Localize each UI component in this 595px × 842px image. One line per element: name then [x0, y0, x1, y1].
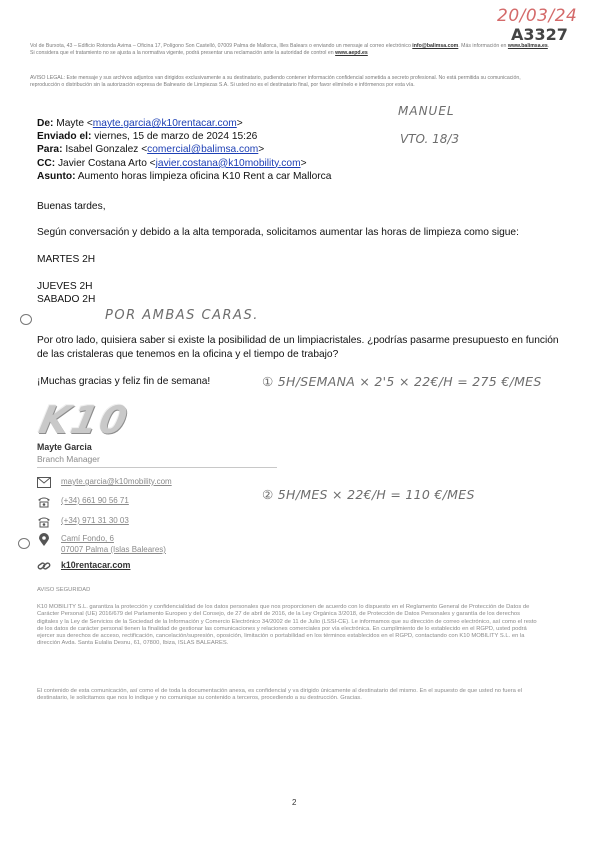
- header-cc: [37, 157, 397, 170]
- page-number: 2: [292, 798, 297, 807]
- sig-address: [61, 533, 166, 555]
- sent-value: viernes, 15 de marzo de 2024 15:26: [94, 131, 258, 143]
- header-to: [37, 143, 397, 156]
- sig-email-row: [37, 477, 172, 489]
- sig-address-line2[interactable]: 07007 Palma (Islas Baleares): [61, 545, 166, 554]
- email-header: [37, 117, 397, 183]
- hand-circle-mark-2: [18, 538, 30, 549]
- notice-text-2: . Más información en: [458, 43, 507, 49]
- to-close: >: [258, 144, 265, 156]
- cc-close: >: [300, 157, 307, 169]
- map-pin-icon: [37, 533, 51, 545]
- cc-label: CC:: [37, 157, 56, 169]
- sent-label: Enviado el:: [37, 131, 92, 143]
- envelope-icon: [37, 477, 51, 489]
- from-close: >: [236, 118, 243, 129]
- subject-value: Aumento horas limpieza oficina K10 Rent a car Mallorca: [77, 170, 332, 182]
- paragraph-request: Según conversación y debido a la alta temporada, solicitamos aumentar las horas de limpieza como sigue:: [37, 227, 519, 238]
- handwritten-code: A3327: [511, 25, 568, 44]
- line-martes: MARTES 2H: [37, 254, 96, 265]
- handwritten-name: MANUEL: [398, 104, 455, 118]
- header-sent: [37, 130, 397, 143]
- sig-web-link[interactable]: k10rentacar.com: [61, 560, 131, 570]
- line-jueves: JUEVES 2H: [37, 281, 93, 292]
- handwritten-vto: VTO. 18/3: [400, 132, 460, 146]
- notice-site-link[interactable]: www.balimsa.es: [507, 43, 548, 49]
- from-label: De:: [37, 118, 54, 129]
- to-email-link[interactable]: comercial@balimsa.com: [147, 144, 259, 156]
- phone-icon: [37, 516, 51, 528]
- from-email-link[interactable]: mayte.garcia@k10rentacar.com: [92, 118, 237, 129]
- paragraph-window-cleaner: Por otro lado, quisiera saber si existe la posibilidad de un limpiacristales. ¿podrías pasarme presupuesto en función de las cristaleras que tenemos en la oficina y el tiempo de trabajo?: [37, 335, 559, 360]
- handwritten-date: 20/03/24: [497, 6, 578, 26]
- top-legal-notice: AVISO LEGAL: Este mensaje y sus archivos adjuntos van dirigidos exclusivamente a su destinatario, pudiendo contener información confidencial sometida a secreto profesional. No está permitida su comunicación, reproducción o distribución sin la autorización expresa de Balneario de Limpiezas S.A. Si usted no es el destinatario final, por favor elimínelo e infórmenos por esta vía.: [30, 75, 521, 89]
- cc-name: Javier Costana Arto <: [57, 157, 156, 169]
- sig-phone1[interactable]: (+34) 661 90 56 71: [61, 496, 129, 505]
- notice-text: Vol de Burxota, 43 – Edificio Rotonda Avima – Oficina 17, Polígono Son Castelló, 07009 Palma de Mallorca, Illes Balears o enviando un mensaje al correo electrónico: [30, 43, 411, 49]
- top-privacy-notice: [30, 43, 552, 57]
- signature-role: Branch Manager: [37, 454, 100, 464]
- handwritten-calc-1: ① 5H/SEMANA × 2'5 × 22€/H = 275 €/MES: [262, 374, 542, 389]
- handwritten-note-both-sides: POR AMBAS CARAS.: [105, 308, 259, 323]
- sig-address-row: [37, 533, 166, 555]
- security-paragraph-2: El contenido de esta comunicación, así como el de toda la documentación anexa, es confidencial y va dirigido únicamente al destinatario del mismo. En el supuesto de que usted no fuera el destinatario, le solicitamos que nos lo indique y no comunique su contenido a terceros, procediendo a su destrucción. Gracias.: [37, 688, 522, 702]
- sig-phone2-row: [37, 516, 129, 528]
- from-name: Mayte <: [56, 118, 93, 129]
- greeting: Buenas tardes,: [37, 201, 106, 212]
- cc-email-link[interactable]: javier.costana@k10mobility.com: [155, 157, 301, 169]
- sig-phone1-row: [37, 496, 129, 508]
- header-from: [37, 117, 397, 130]
- to-name: Isabel Gonzalez <: [65, 144, 148, 156]
- notice-text-3: . Si considera que el tratamiento no se ajusta a la normativa vigente, podrá presentar una reclamación ante la autoridad de control en: [30, 43, 550, 57]
- subject-label: Asunto:: [37, 170, 76, 182]
- sig-phone2[interactable]: (+34) 971 31 30 03: [61, 516, 129, 525]
- to-label: Para:: [37, 144, 63, 156]
- security-paragraph-1: K10 MOBILITY S.L. garantiza la protección y confidencialidad de los datos personales que nos proporcionen de acuerdo con lo dispuesto en el Reglamento General de Protección de Datos de Carácter Personal (UE) 2016/679 del Parlamento Europeo y del Consejo, de 27 de abril de 2016, de la Ley Orgánica 3/2018, de Protección de Datos Personales y garantía de los derechos digitales y la Ley de Servicios de la Sociedad de la Información y Comercio Electrónico 34/2002 de 11 de Julio (LSSI-CE). Le informamos que su dirección de correo electrónico, así como el resto de los datos de carácter personal tienen la finalidad de gestionar las comunicaciones y relaciones comerciales por vía electrónica. En cumplimiento de lo establecido en el RGPD, usted podrá ejercer sus derechos de acceso, rectificación, cancelación/supresión, oposición, limitación o portabilidad en los términos establecidos en el RGPD, contactando con K10 MOBILITY S.L. en la dirección Avda. Santa Eulalia Desnu, 61, 07800, Ibiza, ISLAS BALEARES.: [37, 604, 537, 647]
- security-title: AVISO SEGURIDAD: [37, 587, 91, 593]
- sig-address-line1[interactable]: Camí Fondo, 6: [61, 534, 114, 543]
- k10-logo: K10: [35, 398, 134, 442]
- notice-email-link[interactable]: info@balimsa.com: [412, 43, 459, 49]
- closing-line: ¡Muchas gracias y feliz fin de semana!: [37, 376, 211, 387]
- sig-web-row: [37, 560, 130, 572]
- hand-circle-mark: [20, 314, 32, 325]
- phone-icon: [37, 496, 51, 508]
- handwritten-calc-2: ② 5H/MES × 22€/H = 110 €/MES: [262, 487, 475, 502]
- link-icon: [37, 560, 51, 572]
- signature-name: Mayte Garcia: [37, 442, 92, 452]
- header-subject: [37, 170, 397, 183]
- line-sabado: SABADO 2H: [37, 294, 96, 305]
- signature-divider: [37, 467, 277, 468]
- notice-aepd-link[interactable]: www.aepd.es: [335, 50, 368, 57]
- sig-email-link[interactable]: mayte.garcia@k10mobility.com: [61, 477, 172, 486]
